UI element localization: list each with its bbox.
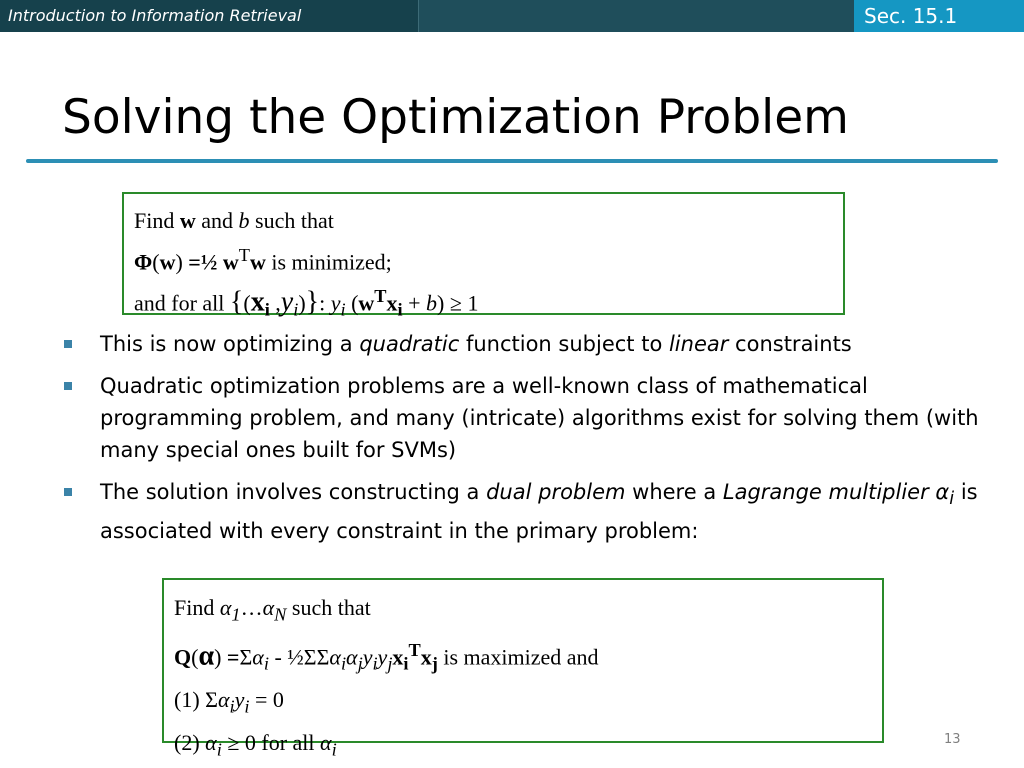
square-bullet-icon: [64, 488, 72, 496]
page-number: 13: [944, 732, 961, 747]
primal-line-1: Find w and b such that: [134, 208, 334, 233]
bullet-list: [60, 328, 1000, 557]
square-bullet-icon: [64, 382, 72, 390]
bullet-item: The solution involves constructing a dual problem where a Lagrange multiplier $\alpha_i$ is associated with every constraint in the primary problem:: [60, 476, 1000, 547]
slide-title: Solving the Optimization Problem: [62, 90, 849, 145]
course-title: Introduction to Information Retrieval: [8, 6, 302, 25]
title-divider: [26, 159, 998, 163]
dual-line-2: $Q(\alpha) =\Sigma\alpha_i$ - $\frac{1}{2}\Sigma\Sigma\alpha_i\alpha_jy_iy_jx_i^Tx_j$ is maximized and: [174, 640, 599, 675]
dual-line-4: (2) $\alpha_i \ge 0$ for all $\alpha_i$: [174, 729, 337, 759]
dual-problem-box: [162, 578, 884, 759]
bullet-item: This is now optimizing a quadratic function subject to linear constraints: [60, 328, 1000, 360]
bullet-item: Quadratic optimization problems are a well-known class of mathematical programming problem, and many (intricate) algorithms exist for solving them (with many special ones built for SVMs): [60, 370, 1000, 466]
primal-line-3: and for all {($x_i$ $,y_i$)}: $y_i$ $(w^Tx_i + b) \ge 1$: [134, 286, 479, 321]
dual-line-1: Find $\alpha_1\dots\alpha_N$ such that: [174, 595, 371, 625]
primal-line-2: Φ(w) =½ $w^Tw$ is minimized;: [134, 245, 392, 275]
section-label: Sec. 15.1: [854, 0, 1024, 32]
course-title-panel: [0, 0, 419, 32]
dual-line-3: (1) $\Sigma\alpha_iy_i = 0$: [174, 687, 284, 717]
primal-problem-box: [122, 192, 845, 321]
square-bullet-icon: [64, 340, 72, 348]
header-bar: [0, 0, 1024, 32]
